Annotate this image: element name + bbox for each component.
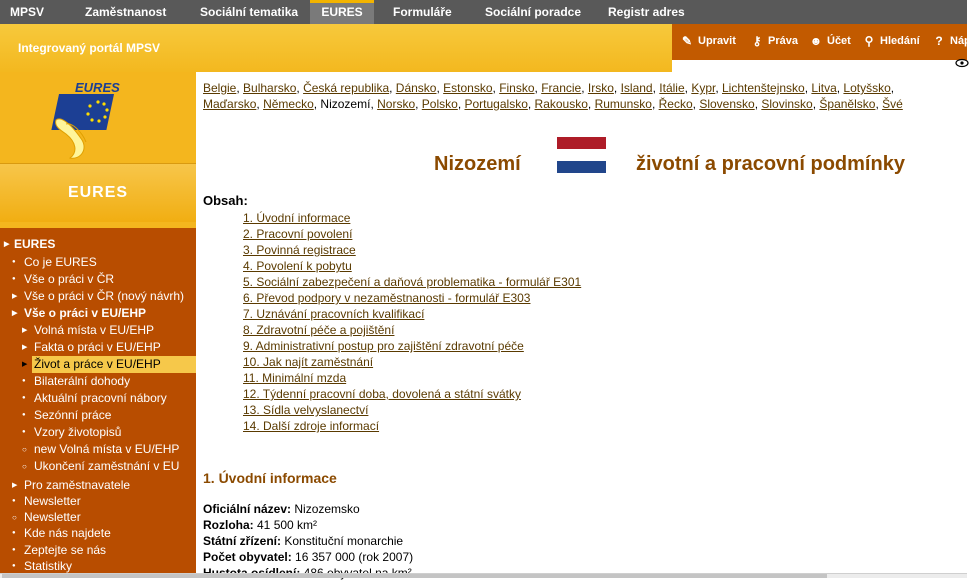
arrow-bullet-icon: ▶ <box>12 482 18 489</box>
fact-label: Státní zřízení: <box>203 534 282 548</box>
country-link[interactable]: Litva <box>811 81 837 95</box>
dot-bullet-icon: ● <box>12 276 16 282</box>
current-country: Nizozemí <box>320 97 371 111</box>
sidebar-item[interactable] <box>0 288 196 305</box>
pencil-icon: ✎ <box>681 34 693 48</box>
country-link[interactable]: Maďarsko <box>203 97 257 111</box>
country-link[interactable]: Bulharsko <box>243 81 297 95</box>
separator: , <box>754 97 762 111</box>
scrollbar-thumb[interactable] <box>2 574 827 578</box>
separator: , <box>804 81 812 95</box>
sidebar-item[interactable] <box>0 509 196 526</box>
portal-title[interactable]: Integrovaný portál MPSV <box>18 41 161 55</box>
eures-logo[interactable] <box>52 80 122 162</box>
arrow-bullet-icon: ▶ <box>22 344 28 351</box>
separator: , <box>236 81 244 95</box>
fact-row <box>203 517 317 533</box>
separator: , <box>875 97 883 111</box>
toc-link[interactable]: 1. Úvodní informace <box>243 211 351 225</box>
topnav-socialni-poradce[interactable]: Sociální poradce <box>485 5 582 19</box>
toc-link[interactable]: 9. Administrativní postup pro zajištění zdravotní péče <box>243 339 524 353</box>
separator: , <box>296 81 304 95</box>
country-link[interactable]: Estonsko <box>443 81 493 95</box>
country-link[interactable]: Lotyšsko <box>843 81 891 95</box>
separator: , <box>313 97 321 111</box>
dot-bullet-icon: ● <box>12 259 16 265</box>
country-row-1 <box>203 80 967 96</box>
separator: , <box>836 81 844 95</box>
sidebar-item[interactable] <box>22 356 196 373</box>
toc-link[interactable]: 3. Povinná registrace <box>243 243 356 257</box>
dot-bullet-icon: ● <box>12 530 16 536</box>
sidebar-item[interactable] <box>0 424 196 441</box>
country-row-2 <box>203 96 967 112</box>
user-toolbar <box>672 24 971 60</box>
dot-bullet-icon: ● <box>12 563 16 569</box>
sidebar-item-label: Kde nás najdete <box>24 526 111 540</box>
country-link[interactable]: Finsko <box>499 81 535 95</box>
fact-row <box>203 533 403 549</box>
dot-bullet-icon: ● <box>12 498 16 504</box>
users-icon: ☻ <box>809 34 823 48</box>
sidebar-item-label: Statistiky <box>24 559 73 573</box>
dot-bullet-icon: ● <box>22 395 26 401</box>
sidebar-item[interactable] <box>0 305 196 322</box>
sidebar-item-label: Vzory životopisů <box>34 425 122 439</box>
sidebar-item[interactable] <box>0 373 196 390</box>
toc-link[interactable]: 5. Sociální zabezpečení a daňová problematika - formulář E301 <box>243 275 582 289</box>
fact-value: Nizozemsko <box>291 502 360 516</box>
circle-bullet-icon: ○ <box>22 462 27 471</box>
sidebar-item[interactable] <box>0 236 196 253</box>
country-link[interactable]: Norsko <box>377 97 416 111</box>
sidebar-item-label: Newsletter <box>24 494 81 508</box>
country-links <box>203 80 967 112</box>
dot-bullet-icon: ● <box>22 429 26 435</box>
country-link[interactable]: Slovensko <box>699 97 755 111</box>
separator: , <box>692 97 700 111</box>
country-link[interactable]: Kypr <box>691 81 716 95</box>
country-link[interactable]: Řecko <box>658 97 693 111</box>
arrow-bullet-icon: ▶ <box>12 310 18 317</box>
country-link[interactable]: Portugalsko <box>464 97 528 111</box>
country-link[interactable]: Česká republika <box>303 81 390 95</box>
sidebar-item-label: Bilaterální dohody <box>34 374 131 388</box>
separator: , <box>651 97 659 111</box>
fact-label: Rozloha: <box>203 518 254 532</box>
separator: , <box>652 81 660 95</box>
section-heading: 1. Úvodní informace <box>203 470 337 486</box>
fact-row <box>203 549 413 565</box>
arrow-bullet-icon: ▶ <box>22 361 28 368</box>
separator: , <box>457 97 465 111</box>
sidebar-item-label: new Volná místa v EU/EHP <box>34 442 180 456</box>
sidebar-item-label: Newsletter <box>24 510 81 524</box>
separator: , <box>492 81 500 95</box>
account-button[interactable]: ☻ Účet <box>809 34 851 48</box>
sidebar-item-label: Vše o práci v ČR (nový návrh) <box>24 289 185 303</box>
arrow-bullet-icon: ▶ <box>22 327 28 334</box>
key-icon: ⚷ <box>752 34 762 48</box>
sidebar-item-label: Život a práce v EU/EHP <box>34 357 161 371</box>
separator: , <box>389 81 396 95</box>
separator: , <box>587 97 595 111</box>
sidebar-item-label: Vše o práci v EU/EHP <box>24 306 147 320</box>
toc-link[interactable]: 14. Další zdroje informací <box>243 419 380 433</box>
country-link[interactable]: Lichtenštejnsko <box>722 81 805 95</box>
fact-row <box>203 501 360 517</box>
sidebar-menu <box>0 228 196 578</box>
separator: , <box>527 97 535 111</box>
country-link[interactable]: Island <box>620 81 653 95</box>
separator: , <box>812 97 820 111</box>
sidebar-item[interactable] <box>0 322 196 339</box>
sidebar-item-label: Volná místa v EU/EHP <box>34 323 155 337</box>
country-link[interactable]: Francie <box>541 81 582 95</box>
page-title: Nizozemí <box>434 153 521 175</box>
separator: , <box>715 81 722 95</box>
edit-button[interactable]: ✎ Upravit <box>681 34 736 48</box>
page-subtitle: životní a pracovní podmínky <box>636 153 905 175</box>
sidebar-item-label: Aktuální pracovní nábory <box>34 391 167 405</box>
toc-link[interactable]: 6. Převod podpory v nezaměstnanosti - formulář E303 <box>243 291 531 305</box>
toc-link[interactable]: 7. Uznávání pracovních kvalifikací <box>243 307 425 321</box>
eures-logo-area <box>0 72 196 164</box>
netherlands-flag-icon <box>557 137 606 173</box>
topnav-eures[interactable]: EURES <box>310 0 374 24</box>
toc-link[interactable]: 11. Minimální mzda <box>243 371 347 385</box>
country-link[interactable]: Itálie <box>659 81 685 95</box>
dot-bullet-icon: ● <box>12 547 16 553</box>
arrow-bullet-icon: ▶ <box>12 293 18 300</box>
sidebar-item[interactable] <box>0 254 196 271</box>
topnav-formulare[interactable]: Formuláře <box>393 5 452 19</box>
help-icon: ? <box>935 34 943 48</box>
sidebar-item[interactable] <box>0 477 196 494</box>
sidebar-item-label: Co je EURES <box>24 255 97 269</box>
rights-button[interactable]: ⚷ Práva <box>750 34 798 48</box>
sidebar-item[interactable] <box>0 493 196 510</box>
sidebar-item-label: Vše o práci v ČR <box>24 272 115 286</box>
topnav-registr-adres[interactable]: Registr adres <box>608 5 685 19</box>
country-link[interactable]: Polsko <box>421 97 458 111</box>
search-icon: ⚲ <box>864 34 874 48</box>
left-sidebar <box>0 72 196 578</box>
fact-label: Oficiální název: <box>203 502 292 516</box>
svg-text:EURES: EURES <box>75 80 120 95</box>
help-button[interactable]: ? Náp <box>932 34 971 48</box>
separator: , <box>256 97 264 111</box>
sidebar-item-label: Fakta o práci v EU/EHP <box>34 340 161 354</box>
topnav-socialni-tematika[interactable]: Sociální tematika <box>200 5 299 19</box>
sidebar-item[interactable] <box>0 525 196 542</box>
fact-value: 16 357 000 (rok 2007) <box>291 550 414 564</box>
toc-link[interactable]: 12. Týdenní pracovní doba, dovolená a státní svátky <box>243 387 521 401</box>
separator: , <box>684 81 692 95</box>
separator: , <box>534 81 542 95</box>
arrow-bullet-icon: ▶ <box>4 241 10 248</box>
header-bar <box>0 24 971 72</box>
circle-bullet-icon: ○ <box>22 445 27 454</box>
fact-value: 41 500 km² <box>253 518 318 532</box>
separator: , <box>581 81 588 95</box>
search-button[interactable]: ⚲ Hledání <box>862 34 920 48</box>
separator: , <box>415 97 422 111</box>
separator: , <box>613 81 621 95</box>
dot-bullet-icon: ● <box>22 412 26 418</box>
topnav-mpsv[interactable]: MPSV <box>10 5 45 19</box>
country-link[interactable]: Belgie <box>203 81 237 95</box>
sidebar-item[interactable] <box>0 271 196 288</box>
separator: , <box>890 81 895 95</box>
fact-value: Konstituční monarchie <box>281 534 404 548</box>
country-link[interactable]: Rakousko <box>534 97 588 111</box>
sidebar-item[interactable] <box>0 542 196 559</box>
horizontal-scrollbar[interactable] <box>0 573 967 578</box>
sidebar-item[interactable] <box>0 441 196 458</box>
country-link[interactable]: Španělsko <box>819 97 876 111</box>
top-navigation <box>0 0 967 24</box>
country-link[interactable]: Švé <box>882 97 903 111</box>
topnav-zamestnanost[interactable]: Zaměstnanost <box>85 5 167 19</box>
sidebar-item-label: Zeptejte se nás <box>24 543 107 557</box>
toc-link[interactable]: 2. Pracovní povolení <box>243 227 353 241</box>
sidebar-item[interactable] <box>0 407 196 424</box>
eye-icon[interactable] <box>955 58 967 68</box>
sidebar-item-label: Ukončení zaměstnání v EU <box>34 459 180 473</box>
country-link[interactable]: Rumunsko <box>594 97 652 111</box>
sidebar-item-label: EURES <box>14 237 56 251</box>
fact-label: Počet obyvatel: <box>203 550 292 564</box>
sidebar-item-label: Sezónní práce <box>34 408 112 422</box>
sidebar-item[interactable] <box>0 339 196 356</box>
sidebar-item[interactable] <box>0 458 196 475</box>
sidebar-item-label: Pro zaměstnavatele <box>24 478 131 492</box>
toc-link[interactable]: 4. Povolení k pobytu <box>243 259 352 273</box>
toc-link[interactable]: 10. Jak najít zaměstnání <box>243 355 374 369</box>
toc-link[interactable]: 13. Sídla velvyslanectví <box>243 403 369 417</box>
country-link[interactable]: Německo <box>263 97 314 111</box>
toc-heading: Obsah: <box>203 193 248 208</box>
separator: , <box>436 81 444 95</box>
country-link[interactable]: Dánsko <box>395 81 437 95</box>
country-link[interactable]: Slovinsko <box>761 97 813 111</box>
separator: , <box>370 97 378 111</box>
eures-section-title: EURES <box>0 164 196 222</box>
toc-link[interactable]: 8. Zdravotní péče a pojištění <box>243 323 395 337</box>
dot-bullet-icon: ● <box>22 378 26 384</box>
country-link[interactable]: Irsko <box>587 81 614 95</box>
circle-bullet-icon: ○ <box>12 513 17 522</box>
sidebar-item[interactable] <box>0 390 196 407</box>
portal-banner <box>0 24 672 72</box>
